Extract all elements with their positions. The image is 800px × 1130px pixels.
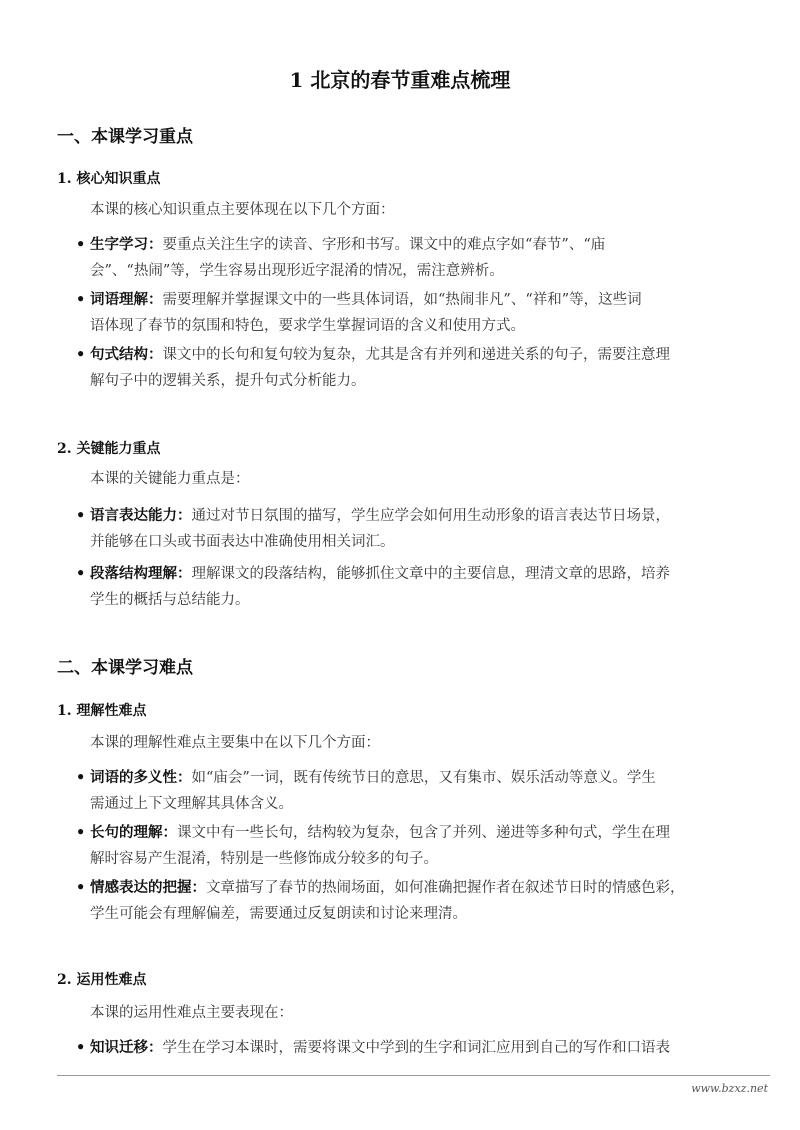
bullet-text: 解时容易产生混淆，特别是一些修饰成分较多的句子。 xyxy=(90,851,438,867)
bullet-item xyxy=(76,561,670,613)
bullet-text: 文章描写了春节的热闹场面，如何准确把握作者在叙述节日时的情感色彩， xyxy=(206,880,685,896)
bullet-text: 会”、“热闹”等，学生容易出现形近字混淆的情况，需注意辨析。 xyxy=(90,263,504,279)
bullet-text: 需要理解并掌握课文中的一些具体词语，如“热闹非凡”、“祥和”等，这些词 xyxy=(162,292,642,308)
bullet-text: 如“庙会”一词，既有传统节日的意思，又有集市、娱乐活动等意义。学生 xyxy=(191,770,656,786)
bullet-icon: • xyxy=(76,1039,86,1056)
bullet-text: 课文中的长句和复句较为复杂，尤其是含有并列和递进关系的句子，需要注意理 xyxy=(162,347,670,363)
bullet-item xyxy=(76,765,656,817)
bullet-icon: • xyxy=(76,565,86,582)
bullet-text: 语体现了春节的氛围和特色，要求学生掌握词语的含义和使用方式。 xyxy=(90,318,525,334)
subsection-heading: 1. 理解性难点 xyxy=(57,703,147,719)
intro-text: 本课的运用性难点主要表现在： xyxy=(90,1005,293,1021)
page-title: 1 北京的春节重难点梳理 xyxy=(289,68,511,92)
subsection-heading: 1. 核心知识重点 xyxy=(57,171,161,187)
subsection-heading: 2. 运用性难点 xyxy=(57,972,147,988)
subsection-heading: 2. 关键能力重点 xyxy=(57,441,161,457)
bullet-label: 句式结构： xyxy=(90,346,163,363)
section-heading: 二、本课学习难点 xyxy=(57,658,193,678)
bullet-label: 知识迁移： xyxy=(90,1039,163,1056)
bullet-icon: • xyxy=(76,236,86,253)
bullet-label: 词语理解： xyxy=(90,291,163,308)
intro-text: 本课的核心知识重点主要体现在以下几个方面： xyxy=(90,202,395,218)
bullet-text: 理解课文的段落结构，能够抓住文章中的主要信息，理清文章的思路，培养 xyxy=(191,566,670,582)
bullet-label: 段落结构理解： xyxy=(90,565,192,582)
bullet-label: 长句的理解： xyxy=(90,824,177,841)
bullet-icon: • xyxy=(76,879,86,896)
bullet-text: 学生的概括与总结能力。 xyxy=(90,592,250,608)
footer-divider xyxy=(57,1075,770,1076)
bullet-text: 需通过上下文理解其具体含义。 xyxy=(90,796,293,812)
bullet-text: 要重点关注生字的读音、字形和书写。课文中的难点字如“春节”、“庙 xyxy=(162,237,606,253)
bullet-icon: • xyxy=(76,824,86,841)
bullet-item xyxy=(76,232,605,284)
bullet-item xyxy=(76,875,685,927)
intro-text: 本课的理解性难点主要集中在以下几个方面： xyxy=(90,735,380,751)
bullet-item xyxy=(76,503,670,555)
section-heading: 一、本课学习重点 xyxy=(57,127,193,147)
bullet-item xyxy=(76,1035,670,1061)
bullet-text: 学生在学习本课时，需要将课文中学到的生字和词汇应用到自己的写作和口语表 xyxy=(162,1040,670,1056)
bullet-icon: • xyxy=(76,507,86,524)
bullet-label: 词语的多义性： xyxy=(90,769,192,786)
bullet-text: 通过对节日氛围的描写，学生应学会如何用生动形象的语言表达节日场景， xyxy=(191,508,670,524)
bullet-item xyxy=(76,342,670,394)
bullet-item xyxy=(76,287,642,339)
bullet-text: 学生可能会有理解偏差，需要通过反复朗读和讨论来理清。 xyxy=(90,906,467,922)
bullet-item xyxy=(76,820,670,872)
bullet-icon: • xyxy=(76,769,86,786)
bullet-icon: • xyxy=(76,346,86,363)
bullet-label: 语言表达能力： xyxy=(90,507,192,524)
footer-url: www.bzxz.net xyxy=(691,1082,768,1095)
bullet-label: 生字学习： xyxy=(90,236,163,253)
bullet-text: 课文中有一些长句，结构较为复杂，包含了并列、递进等多种句式，学生在理 xyxy=(177,825,670,841)
bullet-label: 情感表达的把握： xyxy=(90,879,206,896)
bullet-text: 解句子中的逻辑关系，提升句式分析能力。 xyxy=(90,373,366,389)
intro-text: 本课的关键能力重点是： xyxy=(90,471,250,487)
bullet-icon: • xyxy=(76,291,86,308)
bullet-text: 并能够在口头或书面表达中准确使用相关词汇。 xyxy=(90,534,395,550)
